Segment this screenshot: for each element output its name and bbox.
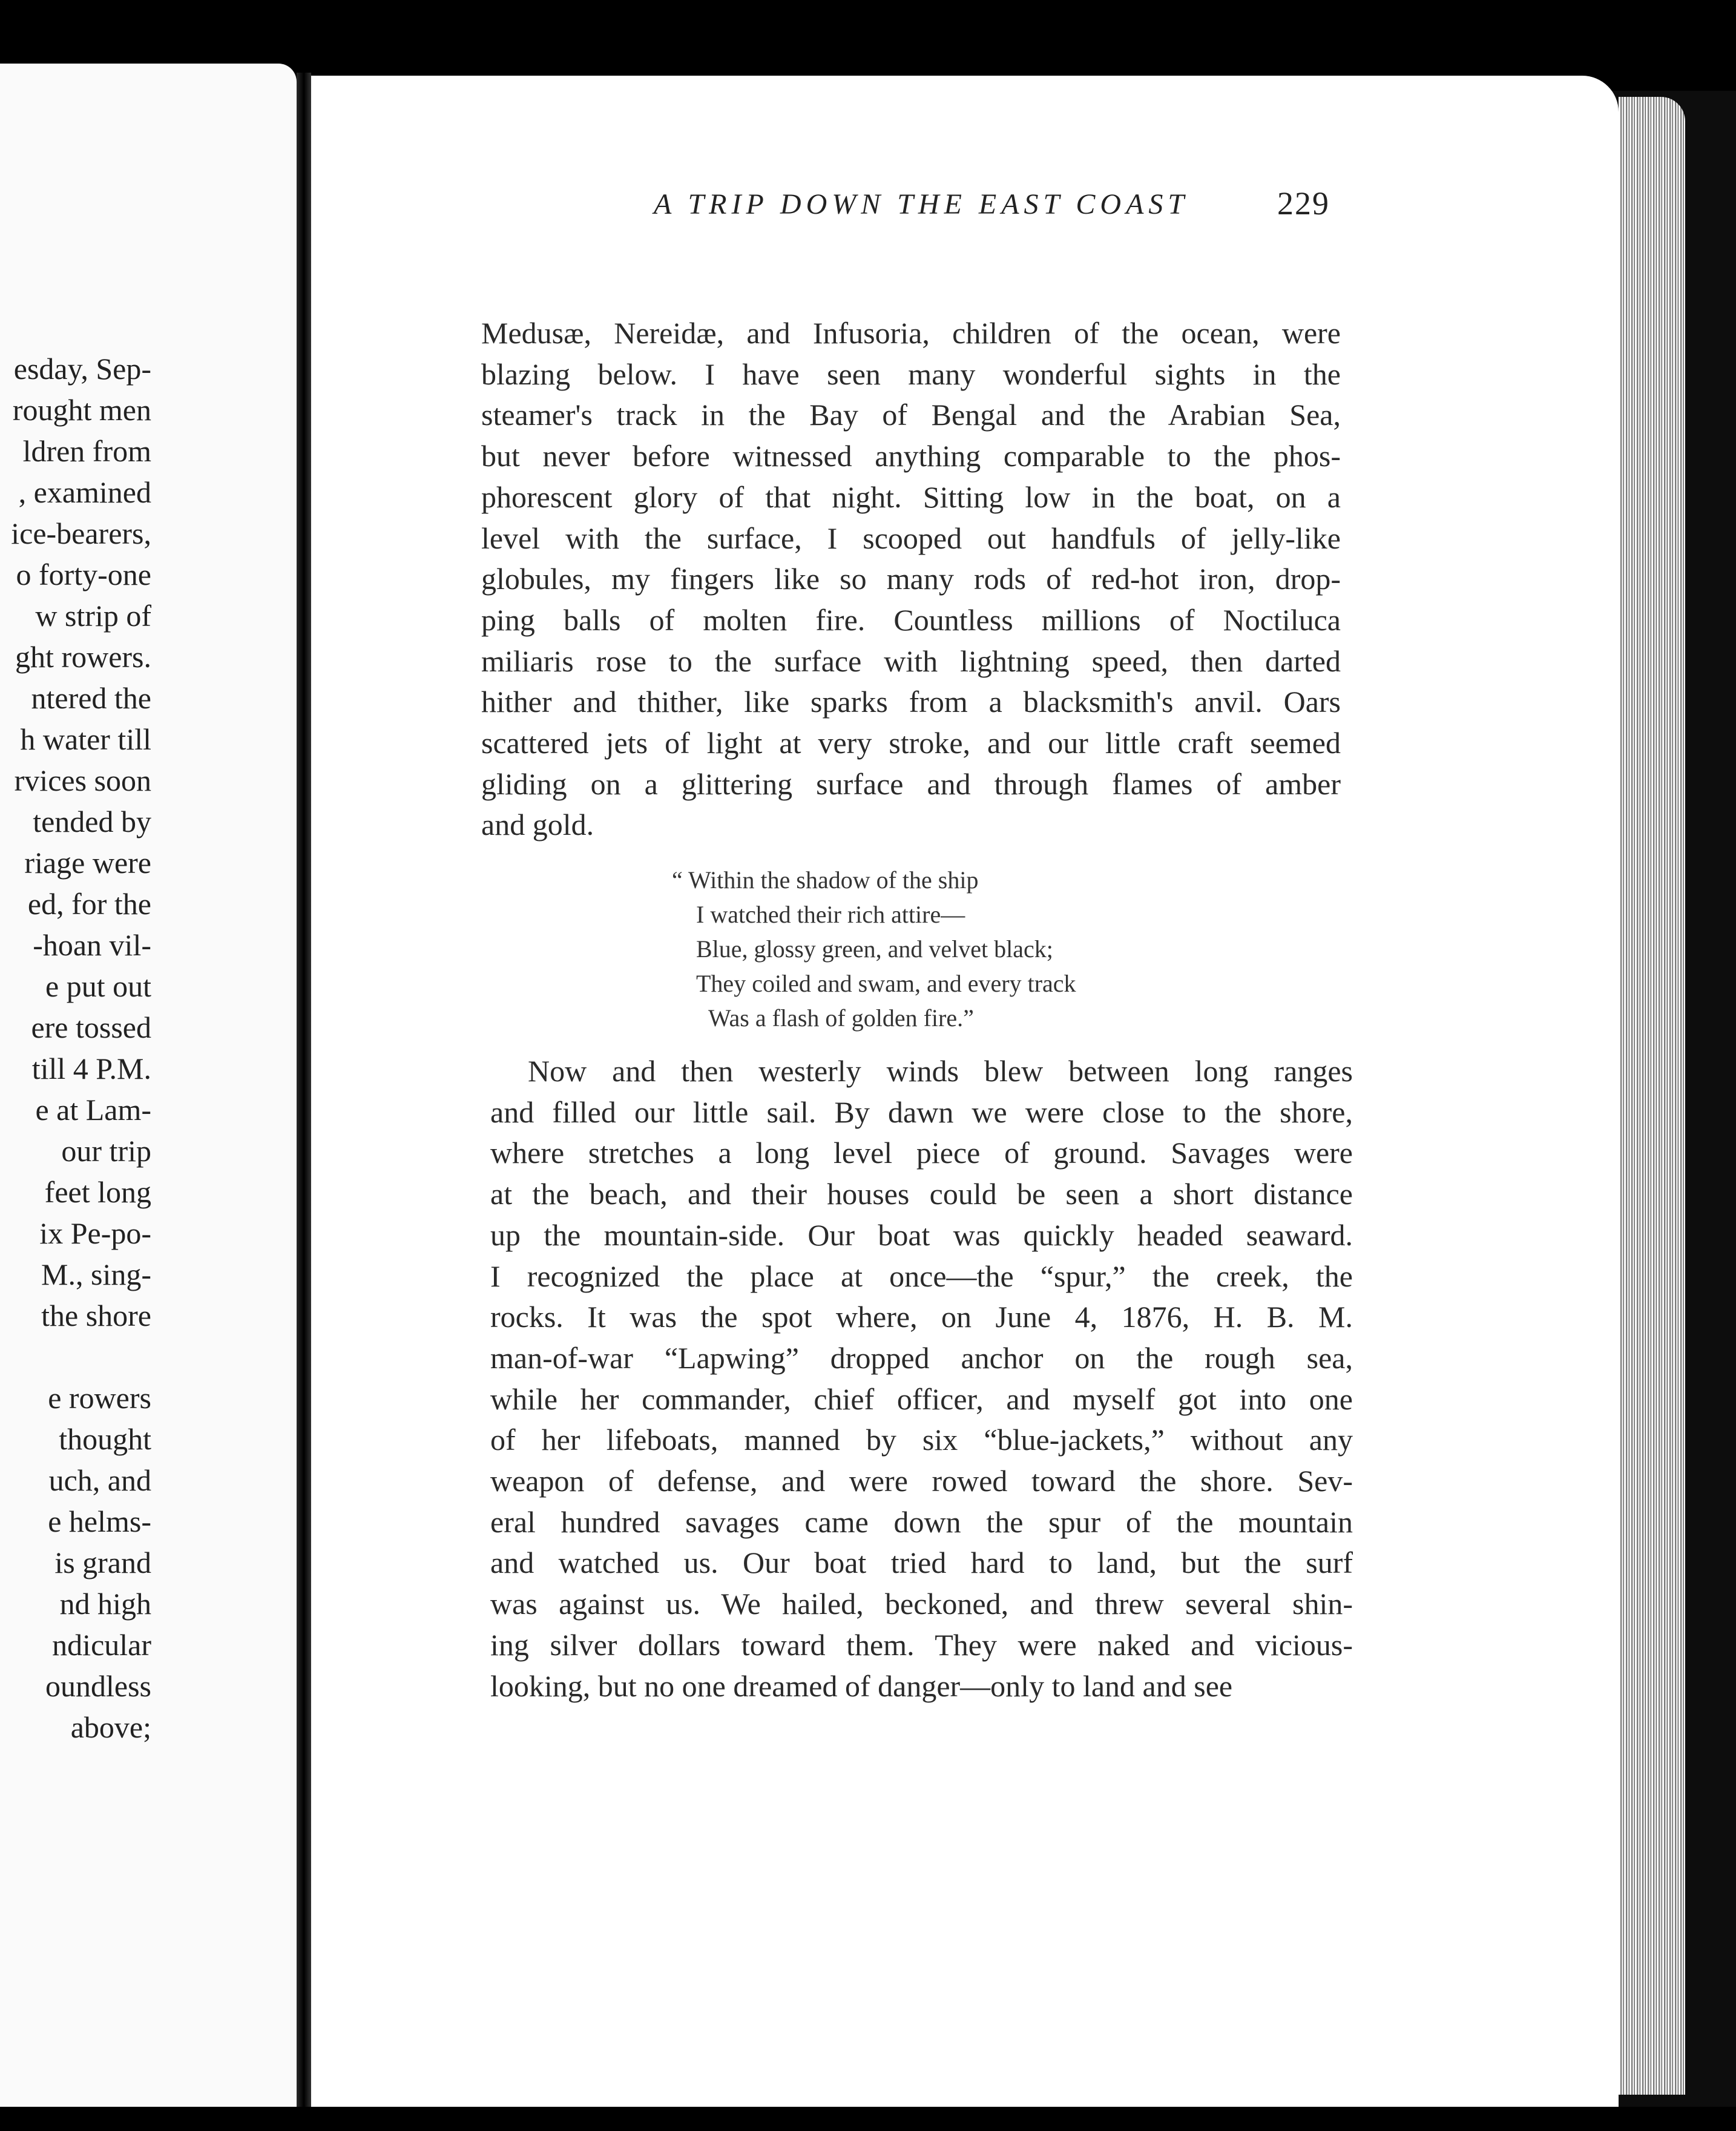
scan-border-bottom [0, 2107, 1736, 2131]
left-page-line: ice-bearers, [11, 516, 151, 550]
left-page-line: our trip [61, 1134, 151, 1168]
left-page-line: rvices soon [14, 763, 151, 797]
left-page [0, 64, 297, 2107]
text-line: ing silver dollars toward them. They were naked and vicious- [490, 1627, 1353, 1662]
text-line: up the mountain-side. Our boat was quickly headed seaward. [490, 1217, 1353, 1252]
text-line: man-of-war “Lapwing” dropped anchor on the rough sea, [490, 1340, 1353, 1375]
left-page-line: tended by [33, 805, 151, 838]
left-page-line: riage were [24, 846, 151, 880]
left-page-line: e put out [45, 969, 151, 1003]
text-line: rocks. It was the spot where, on June 4, 1876, H. B. M. [490, 1300, 1353, 1334]
left-page-line: esday, Sep- [13, 352, 151, 386]
text-line: where stretches a long level piece of ground. Savages were [490, 1136, 1353, 1170]
left-page-line: e rowers [48, 1381, 151, 1415]
text-line: while her commander, chief officer, and myself got into one [490, 1382, 1353, 1416]
left-page-line: is grand [54, 1546, 151, 1579]
text-line: blazing below. I have seen many wonderful sights in the [481, 357, 1341, 391]
left-page-line: e helms- [48, 1504, 151, 1538]
paragraph-2 [490, 1051, 1353, 1707]
left-page-line: -hoan vil- [33, 928, 151, 962]
left-page-line: ndicular [52, 1628, 151, 1662]
left-page-line: M., sing- [41, 1257, 151, 1291]
book-gutter [297, 73, 311, 2107]
left-page-text [11, 348, 151, 1748]
left-page-line: uch, and [48, 1463, 151, 1497]
poem-line: Was a flash of golden fire.” [708, 1004, 974, 1032]
left-page-line: w strip of [35, 599, 151, 633]
text-line: was against us. We hailed, beckoned, and threw several shin- [490, 1587, 1353, 1621]
text-line: steamer's track in the Bay of Bengal and the Arabian Sea, [481, 398, 1341, 432]
left-page-line: o forty-one [16, 558, 151, 591]
page-number: 229 [1277, 185, 1330, 222]
left-page-line: , examined [18, 475, 151, 509]
text-line: Medusæ, Nereidæ, and Infusoria, children of the ocean, were [481, 316, 1341, 350]
left-page-line: ntered the [31, 681, 151, 715]
text-line: and watched us. Our boat tried hard to land, but the surf [490, 1546, 1353, 1580]
poem-quote [672, 863, 1076, 1035]
paragraph-1 [481, 313, 1341, 846]
text-line: I recognized the place at once—the “spur,” the creek, the [490, 1259, 1353, 1293]
poem-line: Blue, glossy green, and velvet black; [696, 935, 1053, 963]
poem-line: They coiled and swam, and every track [696, 970, 1076, 997]
text-line: level with the surface, I scooped out handfuls of jelly-like [481, 521, 1341, 555]
text-line: weapon of defense, and were rowed toward the shore. Sev- [490, 1464, 1353, 1498]
text-line: looking, but no one dreamed of danger—only to land and see [490, 1668, 1233, 1703]
left-page-line: feet long [44, 1175, 151, 1209]
text-line: miliaris rose to the surface with lightning speed, then darted [481, 644, 1341, 678]
left-page-line: the shore [41, 1299, 151, 1332]
text-line: and gold. [481, 808, 594, 842]
left-page-line: e at Lam- [35, 1093, 151, 1127]
text-line: and filled our little sail. By dawn we were close to the shore, [490, 1095, 1353, 1129]
left-page-line: ere tossed [31, 1010, 151, 1044]
left-page-line: ldren from [22, 434, 151, 468]
text-line: hither and thither, like sparks from a blacksmith's anvil. Oars [481, 685, 1341, 719]
left-page-line: above; [70, 1710, 151, 1744]
left-page-line: ix Pe-po- [39, 1216, 151, 1250]
text-line: Now and then westerly winds blew between long ranges [528, 1054, 1353, 1088]
page-edges [1619, 97, 1685, 2095]
left-page-line: rought men [12, 393, 151, 427]
text-line: but never before witnessed anything comparable to the phos- [481, 439, 1341, 473]
poem-line: “ Within the shadow of the ship [672, 866, 979, 894]
paragraph-gap [11, 1336, 151, 1377]
left-page-line: till 4 P.M. [31, 1052, 151, 1085]
text-line: globules, my fingers like so many rods of red-hot iron, drop- [481, 562, 1341, 596]
text-line: gliding on a glittering surface and through flames of amber [481, 766, 1341, 801]
left-page-line: thought [59, 1422, 151, 1456]
left-page-line: ed, for the [27, 887, 151, 921]
running-head: A TRIP DOWN THE EAST COAST [654, 188, 1189, 220]
text-line: at the beach, and their houses could be seen a short distance [490, 1177, 1353, 1211]
text-line: phorescent glory of that night. Sitting low in the boat, on a [481, 479, 1341, 514]
text-line: eral hundred savages came down the spur of the mountain [490, 1504, 1353, 1539]
left-page-line: nd high [59, 1587, 151, 1621]
poem-line: I watched their rich attire— [696, 901, 965, 928]
text-line: ping balls of molten fire. Countless millions of Noctiluca [481, 602, 1341, 637]
left-page-line: ght rowers. [15, 640, 151, 674]
left-page-line: oundless [45, 1669, 151, 1703]
text-line: of her lifeboats, manned by six “blue-jackets,” without any [490, 1423, 1353, 1457]
text-line: scattered jets of light at very stroke, and our little craft seemed [481, 726, 1341, 760]
left-page-line: h water till [20, 722, 151, 756]
